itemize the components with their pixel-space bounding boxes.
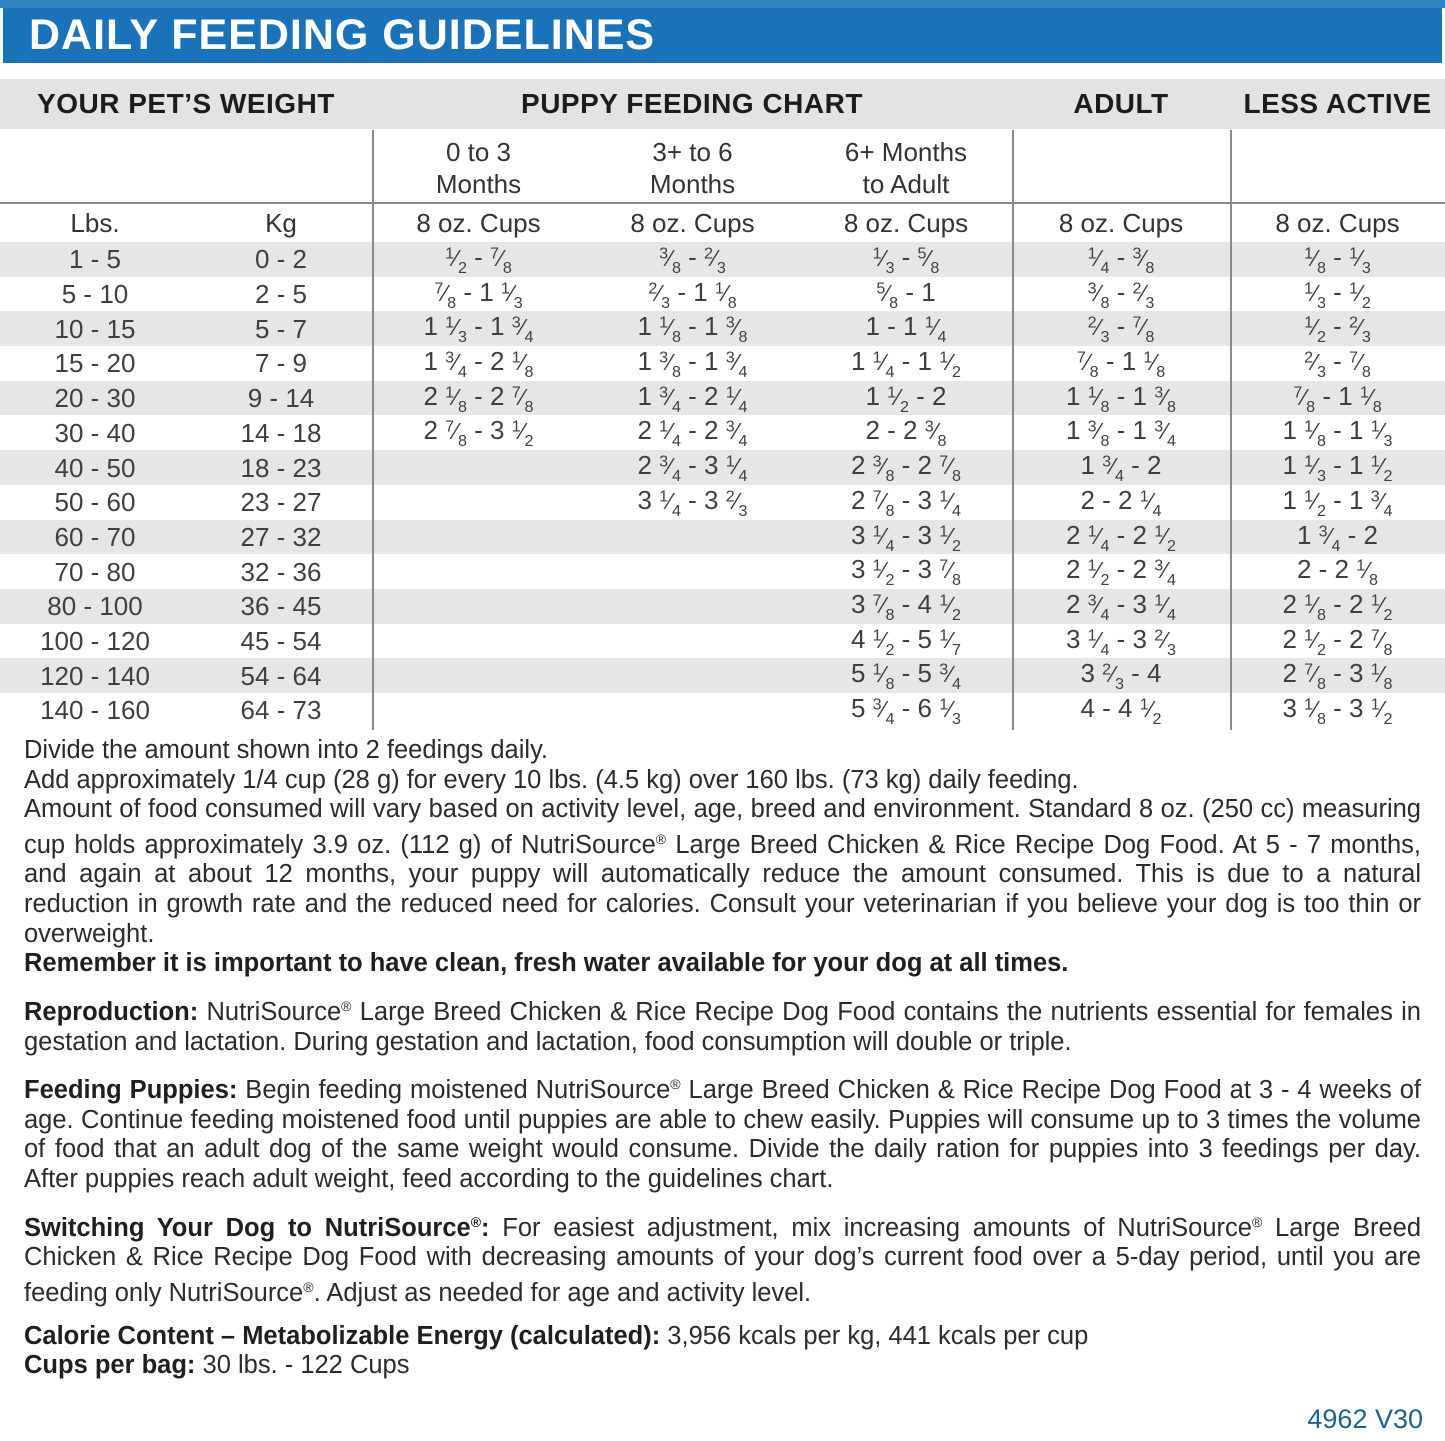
cell-p6-adult: 4 $^1⁄_2 - 5$ $^1⁄_7$ xyxy=(850,623,961,659)
cell-p6-adult: 3 $^1⁄_4 - 3$ $^1⁄_2$ xyxy=(850,519,961,555)
table-row xyxy=(0,624,1445,659)
cell-lbs: 40 - 50 xyxy=(54,452,136,483)
table-row xyxy=(0,693,1445,728)
cell-p6-adult: 3 $^7⁄_8 - 4$ $^1⁄_2$ xyxy=(850,588,961,624)
cell-lbs: 60 - 70 xyxy=(54,521,136,552)
page-title: DAILY FEEDING GUIDELINES xyxy=(29,11,656,59)
cell-kg: 27 - 32 xyxy=(240,521,322,552)
unit-lbs: Lbs. xyxy=(70,207,120,238)
table-row xyxy=(0,415,1445,450)
cell-less-active: 2 $^1⁄_8 - 2$ $^1⁄_2$ xyxy=(1282,588,1393,624)
header-less-active: LESS ACTIVE xyxy=(1243,88,1432,119)
table-row xyxy=(0,554,1445,589)
cell-adult: 2 $^1⁄_2 - 2$ $^3⁄_4$ xyxy=(1065,554,1176,589)
cell-less-active: 2 $^1⁄_2 - 2$ $^7⁄_8$ xyxy=(1282,623,1393,659)
cell-p6-adult: 2 $^7⁄_8 - 3$ $^1⁄_4$ xyxy=(850,484,961,520)
cell-kg: 0 - 2 xyxy=(254,244,308,275)
note-paragraph xyxy=(24,949,1421,979)
cell-p6-adult: 1 $^1⁄_4 - 1$ $^1⁄_2$ xyxy=(850,346,961,381)
column-divider xyxy=(372,130,374,730)
cell-p6-adult: 1 $^1⁄_2 - 2$ xyxy=(865,380,947,416)
cell-p3-6: 2 $^1⁄_4 - 2$ $^3⁄_4$ xyxy=(637,415,748,451)
month-headers-row xyxy=(0,136,1445,202)
cell-kg: 7 - 9 xyxy=(254,348,308,379)
cell-p3-6: 1 $^3⁄_4 - 2$ $^1⁄_4$ xyxy=(637,380,748,416)
table-row xyxy=(0,520,1445,555)
note-paragraph: Switching Your Dog to NutriSource®: For easiest adjustment, mix increasing amounts of NutriSource® Large Breed Chicken & Rice Recipe Dog Food with decreasing amounts of your dog’s current food over a 5-day period, until you are feeding only NutriSource®. Adjust as needed for age and activity level. xyxy=(24,1213,1422,1308)
note-paragraph: Feeding Puppies: Begin feeding moistened NutriSource® Large Breed Chicken & Rice Recipe Dog Food at 3 - 4 weeks of age. Continue feeding moistened food until puppies are able to chew easily. Puppies will consume up to 3 times the volume of food that an adult dog of the same weight would consume. Divide the daily ration for puppies into 3 feedings per day. After puppies reach adult weight, feed according to the guidelines chart. xyxy=(24,1076,1421,1194)
feeding-notes xyxy=(24,736,1421,1381)
header-adult: ADULT xyxy=(1073,88,1169,119)
cell-kg: 64 - 73 xyxy=(240,695,322,726)
cell-adult: 4 - 4 $^1⁄_2$ xyxy=(1080,692,1162,728)
header-divider-line xyxy=(0,202,1445,204)
table-row xyxy=(0,242,1445,277)
cell-kg: 14 - 18 xyxy=(240,417,322,448)
doc-code: 4962 V30 xyxy=(1307,1404,1423,1434)
unit-cups-puppy-3-6: 8 oz. Cups xyxy=(630,207,755,238)
cell-adult: 2 - 2 $^1⁄_4$ xyxy=(1080,484,1162,520)
header-puppy-feeding-chart: PUPPY FEEDING CHART xyxy=(521,88,863,119)
cell-adult: 1 $^3⁄_4 - 2$ xyxy=(1080,450,1162,485)
cell-p6-adult: 3 $^1⁄_2 - 3$ $^7⁄_8$ xyxy=(850,554,961,589)
cell-lbs: 70 - 80 xyxy=(54,556,136,587)
table-row xyxy=(0,485,1445,520)
cell-p0-3: $^7⁄_8 - 1$ $^1⁄_3$ xyxy=(434,276,523,312)
cell-less-active: $^7⁄_8 - 1$ $^1⁄_8$ xyxy=(1293,380,1382,416)
table-row xyxy=(0,450,1445,485)
cell-lbs: 100 - 120 xyxy=(40,625,150,656)
cell-adult: 2 $^1⁄_4 - 2$ $^1⁄_2$ xyxy=(1065,519,1176,555)
cell-less-active: 3 $^1⁄_8 - 3$ $^1⁄_2$ xyxy=(1282,692,1393,728)
cell-p3-6: 2 $^3⁄_4 - 3$ $^1⁄_4$ xyxy=(637,450,748,485)
cell-adult: 1 $^3⁄_8 - 1$ $^3⁄_4$ xyxy=(1065,415,1176,451)
table-group-header-band xyxy=(0,79,1445,129)
note-lead: Switching Your Dog to NutriSource®: xyxy=(24,1213,490,1242)
cell-adult: $^2⁄_3$ - $^7⁄_8$ xyxy=(1087,311,1155,347)
month-header-3-to-6: 3+ to 6 Months xyxy=(649,137,736,199)
cell-p6-adult: 2 - 2 $^3⁄_8$ xyxy=(865,415,947,451)
top-edge-strip xyxy=(0,0,1445,8)
cell-kg: 32 - 36 xyxy=(240,556,322,587)
note-paragraph: Amount of food consumed will vary based on activity level, age, breed and environment. Standard 8 oz. (250 cc) measuring cup holds approximately 3.9 oz. (112 g) of NutriSource® Large Breed Chicken & Rice Recipe Dog Food. At 5 - 7 months, and again at about 12 months, your puppy will automatically reduce the amount consumed. This is due to a natural reduction in growth rate and the reduced need for calories. Consult your veterinarian if you believe your dog is too thin or overweight. xyxy=(24,795,1422,948)
units-row xyxy=(0,205,1445,241)
cell-p6-adult: 5 $^1⁄_8 - 5$ $^3⁄_4$ xyxy=(850,658,961,694)
note-lead: Reproduction: xyxy=(24,997,199,1026)
unit-kg: Kg xyxy=(265,207,297,238)
table-row xyxy=(0,589,1445,624)
cell-less-active: 1 $^3⁄_4 - 2$ xyxy=(1296,519,1379,555)
unit-cups-less-active: 8 oz. Cups xyxy=(1275,207,1400,238)
cell-adult: $^1⁄_4$ - $^3⁄_8$ xyxy=(1087,242,1155,277)
cell-less-active: 2 - 2 $^1⁄_8$ xyxy=(1296,554,1378,589)
note-paragraph: Cups per bag: 30 lbs. - 122 Cups xyxy=(24,1351,410,1380)
note-paragraph: Add approximately 1/4 cup (28 g) for every 10 lbs. (4.5 kg) over 160 lbs. (73 kg) daily feeding. xyxy=(24,765,1079,794)
cell-p6-adult: 1 - 1 $^1⁄_4$ xyxy=(865,311,947,347)
note-paragraph: Calorie Content – Metabolizable Energy (calculated): 3,956 kcals per kg, 441 kcals per cup xyxy=(24,1321,1089,1350)
cell-p0-3: 2 $^1⁄_8 - 2$ $^7⁄_8$ xyxy=(423,380,534,416)
note-lead: Cups per bag: xyxy=(24,1351,196,1380)
table-row xyxy=(0,277,1445,312)
cell-p0-3: 2 $^7⁄_8 - 3$ $^1⁄_2$ xyxy=(423,415,534,451)
cell-kg: 45 - 54 xyxy=(240,625,322,656)
cell-kg: 18 - 23 xyxy=(240,452,322,483)
title-banner xyxy=(3,8,1442,63)
cell-lbs: 140 - 160 xyxy=(40,695,150,726)
cell-kg: 2 - 5 xyxy=(254,279,308,310)
table-row xyxy=(0,381,1445,416)
table-row xyxy=(0,311,1445,346)
column-divider xyxy=(1012,130,1014,730)
cell-adult: $^3⁄_8$ - $^2⁄_3$ xyxy=(1087,276,1155,312)
cell-kg: 23 - 27 xyxy=(240,487,322,518)
cell-less-active: 2 $^7⁄_8 - 3$ $^1⁄_8$ xyxy=(1282,658,1393,694)
cell-p6-adult: 5 $^3⁄_4 - 6$ $^1⁄_3$ xyxy=(850,692,961,728)
cell-less-active: $^2⁄_3$ - $^7⁄_8$ xyxy=(1304,346,1371,381)
column-divider xyxy=(1230,130,1232,730)
cell-adult: 2 $^3⁄_4 - 3$ $^1⁄_4$ xyxy=(1065,588,1176,624)
cell-kg: 54 - 64 xyxy=(240,660,322,691)
cell-lbs: 120 - 140 xyxy=(40,660,150,691)
cell-p0-3: 1 $^3⁄_4 - 2$ $^1⁄_8$ xyxy=(423,346,534,381)
note-lead: Calorie Content – Metabolizable Energy (calculated): xyxy=(24,1321,661,1350)
cell-lbs: 15 - 20 xyxy=(54,348,136,379)
cell-lbs: 1 - 5 xyxy=(68,244,122,275)
unit-cups-puppy-6-adult: 8 oz. Cups xyxy=(843,207,969,238)
cell-adult: $^7⁄_8 - 1$ $^1⁄_8$ xyxy=(1076,346,1166,381)
cell-lbs: 10 - 15 xyxy=(54,313,136,344)
table-row xyxy=(0,658,1445,693)
cell-p3-6: 1 $^3⁄_8 - 1$ $^3⁄_4$ xyxy=(637,346,748,381)
cell-lbs: 5 - 10 xyxy=(61,279,129,310)
cell-lbs: 20 - 30 xyxy=(54,383,136,414)
cell-lbs: 50 - 60 xyxy=(54,487,136,518)
cell-less-active: 1 $^1⁄_3 - 1$ $^1⁄_2$ xyxy=(1282,450,1393,485)
cell-lbs: 80 - 100 xyxy=(47,591,143,622)
cell-kg: 9 - 14 xyxy=(247,383,315,414)
feeding-table-body xyxy=(0,242,1445,728)
cell-less-active: 1 $^1⁄_2 - 1$ $^3⁄_4$ xyxy=(1282,484,1393,520)
month-header-0-to-3: 0 to 3 Months xyxy=(435,137,522,199)
cell-lbs: 30 - 40 xyxy=(54,417,136,448)
cell-kg: 5 - 7 xyxy=(254,313,308,344)
cell-adult: 3 $^2⁄_3 - 4$ xyxy=(1080,658,1162,694)
header-your-pets-weight: YOUR PET’S WEIGHT xyxy=(37,88,335,119)
month-header-6-to-adult: 6+ Months to Adult xyxy=(844,137,968,199)
cell-adult: 1 $^1⁄_8 - 1$ $^3⁄_8$ xyxy=(1065,380,1176,416)
cell-p3-6: $^3⁄_8$ - $^2⁄_3$ xyxy=(659,242,726,277)
cell-less-active: 1 $^1⁄_8 - 1$ $^1⁄_3$ xyxy=(1282,415,1393,451)
cell-p0-3: $^1⁄_2$ - $^7⁄_8$ xyxy=(445,242,512,277)
note-paragraph: Divide the amount shown into 2 feedings daily. xyxy=(24,736,549,764)
cell-p3-6: 3 $^1⁄_4 - 3$ $^2⁄_3$ xyxy=(637,484,748,520)
cell-p3-6: 1 $^1⁄_8 - 1$ $^3⁄_8$ xyxy=(637,311,748,347)
note-paragraph: Reproduction: NutriSource® Large Breed Chicken & Rice Recipe Dog Food contains the nutrients essential for females in gestation and lactation. During gestation and lactation, food consumption will double or triple. xyxy=(24,997,1421,1056)
cell-kg: 36 - 45 xyxy=(240,591,322,622)
note-lead: Remember it is important to have clean, fresh water available for your dog at all times. xyxy=(24,949,1069,978)
note-lead: Feeding Puppies: xyxy=(24,1076,238,1105)
cell-p6-adult: $^5⁄_8 - 1$ xyxy=(876,276,936,312)
unit-cups-puppy-0-3: 8 oz. Cups xyxy=(416,207,541,238)
unit-cups-adult: 8 oz. Cups xyxy=(1058,207,1184,238)
cell-adult: 3 $^1⁄_4 - 3$ $^2⁄_3$ xyxy=(1065,623,1176,659)
cell-p6-adult: $^1⁄_3$ - $^5⁄_8$ xyxy=(872,242,940,277)
table-row xyxy=(0,346,1445,381)
cell-less-active: $^1⁄_3$ - $^1⁄_2$ xyxy=(1304,276,1371,312)
cell-p0-3: 1 $^1⁄_3 - 1$ $^3⁄_4$ xyxy=(423,311,534,347)
cell-less-active: $^1⁄_2$ - $^2⁄_3$ xyxy=(1304,311,1371,347)
cell-less-active: $^1⁄_8$ - $^1⁄_3$ xyxy=(1304,242,1371,277)
cell-p3-6: $^2⁄_3 - 1$ $^1⁄_8$ xyxy=(648,276,737,312)
cell-p6-adult: 2 $^3⁄_8 - 2$ $^7⁄_8$ xyxy=(850,450,961,485)
